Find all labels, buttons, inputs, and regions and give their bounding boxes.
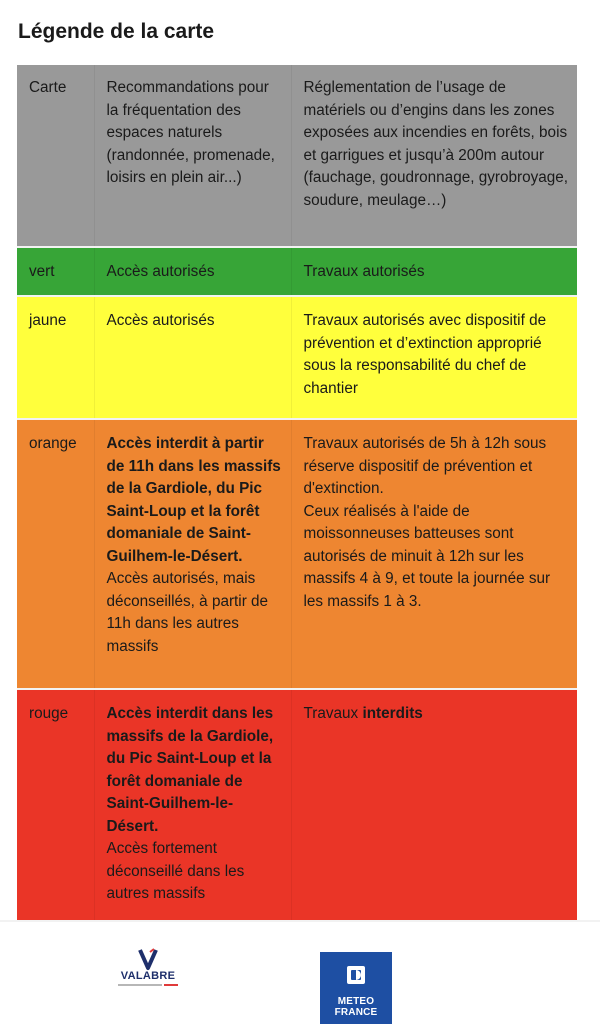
works-prefix-text: Travaux <box>303 705 363 722</box>
level-cell: orange <box>17 419 94 689</box>
valabre-logo <box>114 948 182 992</box>
meteo-france-logo <box>320 952 392 1024</box>
table-row-yellow <box>17 296 577 419</box>
table-row-orange <box>17 419 577 689</box>
access-cell <box>94 689 291 920</box>
valabre-logo-text: VALABRE <box>120 970 176 982</box>
works-cell <box>291 689 577 920</box>
valabre-tagline-icon <box>118 984 178 987</box>
meteo-logo-line-1: METEO <box>337 996 375 1007</box>
works-text-1: Travaux autorisés de 5h à 12h sous réserve dispositif de prévention et d'extinction. <box>303 435 547 497</box>
table-header-row <box>17 65 577 247</box>
header-cell-regulation: Réglementation de l’usage de matériels ou d’engins dans les zones exposées aux incendies en forêts, bois et garrigues et jusqu’à 200m autour (fauchage, goudronnage, gyrobroyage, soudure, meulage…) <box>291 65 577 247</box>
legend-table <box>17 65 577 920</box>
access-restriction-text: Accès interdit à partir de 11h dans les massifs de la Gardiole, du Pic Saint-Loup et la forêt domaniale de Saint-Guilhem-le-Désert. <box>106 435 281 565</box>
footer-logos <box>0 920 600 1024</box>
level-cell: vert <box>17 247 94 296</box>
page-title: Légende de la carte <box>18 20 215 43</box>
table-row-green <box>17 247 577 296</box>
level-cell: jaune <box>17 296 94 419</box>
header-cell-map: Carte <box>17 65 94 247</box>
works-text-2: Ceux réalisés à l'aide de moissonneuses batteuses sont autorisés de minuit à 12h sur les massifs 4 à 9, et toute la journée sur les massifs 1 à 3. <box>303 502 551 610</box>
access-cell <box>94 419 291 689</box>
access-cell: Accès autorisés <box>94 296 291 419</box>
meteo-logo-line-2: FRANCE <box>334 1007 378 1018</box>
works-cell: Travaux autorisés avec dispositif de prévention et d’extinction approprié sous la responsabilité du chef de chantier <box>291 296 577 419</box>
access-advice-text: Accès autorisés, mais déconseillés, à partir de 11h dans les autres massifs <box>106 570 269 655</box>
level-cell: rouge <box>17 689 94 920</box>
meteo-france-logo-text <box>320 996 392 1018</box>
works-cell <box>291 419 577 689</box>
valabre-v-icon <box>114 948 182 972</box>
works-cell: Travaux autorisés <box>291 247 577 296</box>
access-cell: Accès autorisés <box>94 247 291 296</box>
access-advice-text: Accès fortement déconseillé dans les autres massifs <box>106 840 245 902</box>
works-forbidden-text: interdits <box>362 705 423 722</box>
meteo-france-emblem-icon <box>320 952 392 992</box>
table-row-red <box>17 689 577 920</box>
access-restriction-text: Accès interdit dans les massifs de la Gardiole, du Pic Saint-Loup et la forêt domaniale de Saint-Guilhem-le-Désert. <box>106 705 274 835</box>
header-cell-recommendations: Recommandations pour la fréquentation des espaces naturels (randonnée, promenade, loisirs en plein air...) <box>94 65 291 247</box>
